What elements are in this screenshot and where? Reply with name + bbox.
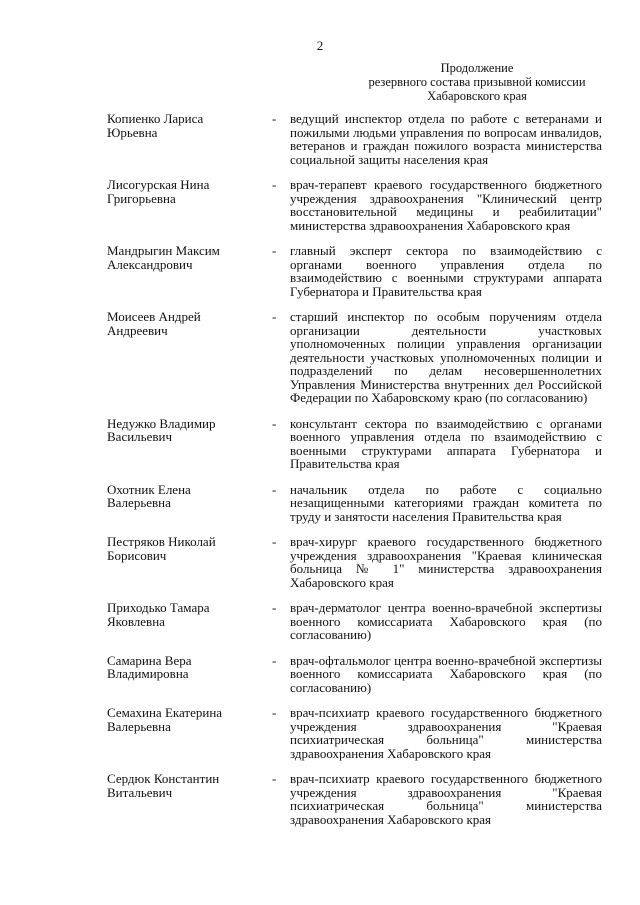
member-surname-first: Приходько Тамара — [107, 600, 210, 615]
member-name — [107, 178, 272, 232]
member-name — [107, 601, 272, 642]
member-entry — [107, 310, 602, 405]
member-patronymic: Юрьевна — [107, 124, 158, 140]
dash-separator: - — [272, 415, 277, 431]
member-entry — [107, 535, 602, 589]
header-line-1: Продолжение — [440, 61, 514, 75]
member-entry — [107, 112, 602, 166]
dash-separator: - — [272, 309, 277, 324]
member-surname-first: Моисеев Андрей — [107, 309, 201, 324]
member-patronymic: Валерьевна — [107, 495, 171, 510]
member-name — [107, 417, 272, 471]
member-patronymic: Яковлевна — [107, 613, 165, 629]
member-name — [107, 112, 272, 166]
member-entry — [107, 654, 602, 695]
dash-separator: - — [272, 481, 277, 497]
member-position: врач-дерматолог центра военно-врачебной экспертизы военного комиссариата Хабаровского края (по согласованию) — [290, 600, 602, 642]
member-name — [107, 310, 272, 405]
member-surname-first: Охотник Елена — [107, 481, 191, 497]
member-patronymic: Валерьевна — [107, 718, 171, 734]
member-list — [107, 112, 602, 838]
dash-separator: - — [272, 771, 277, 786]
header-line-3: Хабаровского края — [427, 89, 527, 103]
member-name — [107, 654, 272, 695]
member-position: врач-офтальмолог центра военно-врачебной экспертизы военного комиссариата Хабаровского края (по согласованию) — [290, 652, 602, 695]
member-patronymic: Андреевич — [107, 322, 168, 338]
member-entry — [107, 178, 602, 232]
member-name — [107, 244, 272, 298]
member-name — [107, 772, 272, 826]
dash-separator: - — [272, 177, 277, 192]
member-position: старший инспектор по особым поручениям отдела организации деятельности участковых уполномоченных полиции управления организации деятельности участковых уполномоченных полиции и подразделений по делам несовершеннолетних Управления Министерства внутренних дел Российской Федерации по Хабаровскому краю (по согласованию) — [290, 309, 602, 405]
member-entry — [107, 706, 602, 760]
member-entry — [107, 244, 602, 298]
member-surname-first: Пестряков Николай — [107, 534, 216, 549]
member-surname-first: Лисогурская Нина — [107, 177, 210, 192]
dash-separator: - — [272, 111, 277, 126]
dash-separator: - — [272, 705, 277, 720]
page-number: 2 — [316, 38, 324, 53]
dash-separator: - — [272, 243, 277, 258]
member-position: врач-терапевт краевого государственного бюджетного учреждения здравоохранения "Клинический центр восстановительной медицины и реабилитации" министерства здравоохранения Хабаровского края — [290, 177, 602, 233]
member-entry — [107, 417, 602, 471]
member-surname-first: Мандрыгин Максим — [107, 243, 220, 258]
member-patronymic: Григорьевна — [107, 190, 176, 206]
member-entry — [107, 772, 602, 826]
member-patronymic: Борисович — [107, 547, 167, 563]
member-name — [107, 483, 272, 524]
dash-separator: - — [272, 534, 277, 549]
member-position: начальник отдела по работе с социально незащищенными категориями граждан комитета по труду и занятости населения Правительства края — [290, 481, 602, 524]
member-patronymic: Васильевич — [107, 429, 172, 444]
continuation-header — [362, 61, 592, 103]
header-line-2: резервного состава призывной комиссии — [368, 75, 586, 89]
member-position: ведущий инспектор отдела по работе с ветеранами и пожилыми людьми управления по вопросам инвалидов, ветеранов и граждан пожилого возраста министерства социальной защиты населения края — [290, 111, 602, 167]
member-patronymic: Витальевич — [107, 784, 173, 800]
member-surname-first: Сердюк Константин — [107, 771, 220, 786]
member-position: консультант сектора по взаимодействию с органами военного управления отдела по взаимодействию с военными структурами аппарата Губернатора и Правительства края — [290, 415, 602, 471]
member-position: врач-хирург краевого государственного бюджетного учреждения здравоохранения "Краевая клиническая больница № 1" министерства здравоохранения Хабаровского края — [290, 534, 602, 590]
member-entry — [107, 483, 602, 524]
member-surname-first: Недужко Владимир — [107, 415, 216, 431]
member-entry — [107, 601, 602, 642]
dash-separator: - — [272, 652, 277, 668]
member-surname-first: Копиенко Лариса — [107, 111, 204, 126]
member-patronymic: Александрович — [107, 256, 193, 272]
member-position: врач-психиатр краевого государственного бюджетного учреждения здравоохранения "Краевая психиатрическая больница" министерства здравоохранения Хабаровского края — [290, 771, 602, 827]
member-surname-first: Самарина Вера — [107, 652, 192, 668]
member-name — [107, 535, 272, 589]
dash-separator: - — [272, 600, 277, 615]
member-surname-first: Семахина Екатерина — [107, 705, 223, 720]
member-patronymic: Владимировна — [107, 666, 189, 681]
member-position: главный эксперт сектора по взаимодействию с органами военного управления отдела по взаимодействию с военными структурами аппарата Губернатора и Правительства края — [290, 243, 602, 299]
member-name — [107, 706, 272, 760]
member-position: врач-психиатр краевого государственного бюджетного учреждения здравоохранения "Краевая психиатрическая больница" министерства здравоохранения Хабаровского края — [290, 705, 602, 761]
